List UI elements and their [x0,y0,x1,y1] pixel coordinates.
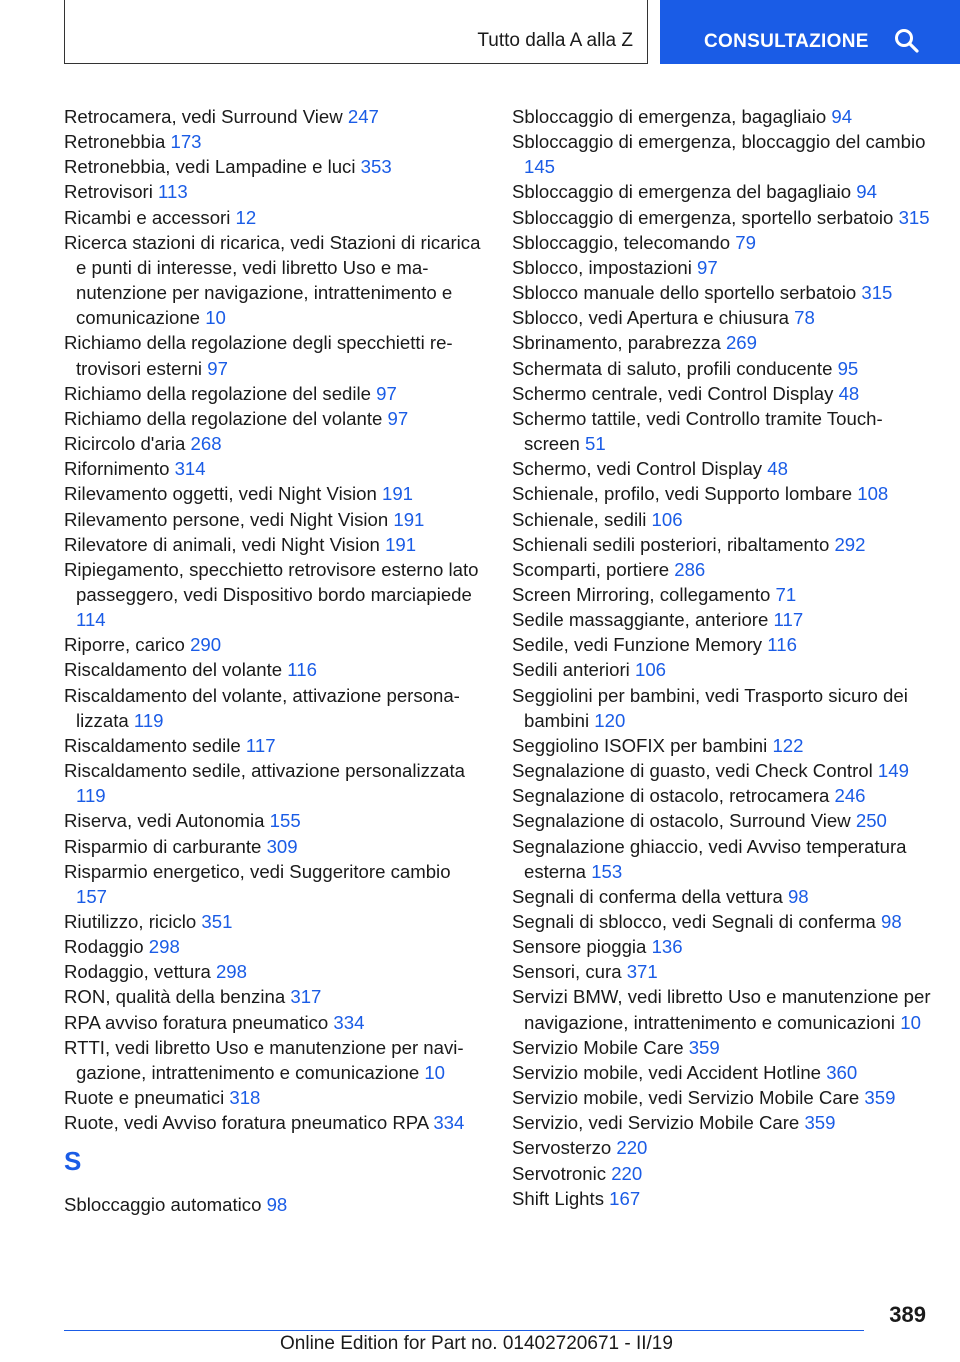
entry-text: Sbloccaggio di emergenza, bloccaggio del cambio [512,131,926,153]
page-link[interactable]: 360 [826,1061,858,1083]
page-link[interactable]: 114 [76,609,106,631]
entry-text: Riporre, carico [64,634,191,656]
index-entry [64,1085,484,1110]
entry-text: Ruote, vedi Avviso foratura pneumatico RPA [64,1112,434,1134]
page-number: 389 [889,1302,926,1327]
entry-text: RON, qualità della benzina [64,986,291,1008]
entry-text: Riscaldamento del volante, attivazione personalizzata [64,684,460,731]
page-link[interactable]: 314 [174,458,206,480]
page-link[interactable]: 173 [170,131,202,153]
page-link[interactable]: 71 [775,583,797,605]
page-link[interactable]: 119 [133,709,164,731]
index-entry [512,205,932,230]
index-entry [64,859,484,909]
index-entry [512,808,932,833]
entry-text: Shift Lights [512,1187,610,1209]
index-entry [512,884,932,909]
page-link[interactable]: 106 [651,508,683,530]
page-link[interactable]: 191 [382,483,414,505]
page-link[interactable]: 167 [609,1187,641,1209]
page-link[interactable]: 108 [857,483,889,505]
page-link[interactable]: 10 [424,1061,446,1083]
page-link[interactable]: 97 [376,382,397,404]
index-entry [512,532,932,557]
index-entry [512,733,932,758]
entry-text: Sbloccaggio di emergenza, sportello serbatoio [512,206,899,228]
index-entry [64,657,484,682]
index-entry [512,129,932,179]
entry-text: Segnalazione di ostacolo, Surround View [512,810,856,832]
edition-footer: Online Edition for Part no. 01402720671 - II/19 [280,1333,673,1354]
page-link[interactable]: 98 [787,885,809,907]
entry-text: Ricircolo d'aria [64,433,191,455]
index-entry [512,758,932,783]
page-link[interactable]: 315 [898,206,930,228]
page-link[interactable]: 250 [855,810,887,832]
page-link[interactable]: 155 [269,810,301,832]
page-link[interactable]: 191 [385,533,417,555]
page-link[interactable]: 191 [393,508,425,530]
page-link[interactable]: 98 [266,1194,288,1216]
entry-text: Ricambi e accessori [64,206,236,228]
page-link[interactable]: 351 [201,911,233,932]
index-entry [64,381,484,406]
index-entry [64,808,484,833]
entry-text: Sensori, cura [512,961,627,983]
index-entry [64,230,484,331]
page-link[interactable]: 220 [611,1162,643,1184]
section-letter: S [64,1146,82,1177]
page-link[interactable]: 334 [433,1112,465,1134]
entry-text: Schienale, profilo, vedi Supporto lombare [512,483,858,505]
index-entry [64,179,484,204]
index-entry [512,1110,932,1135]
entry-text: Rilevamento oggetti, vedi Night Vision [64,483,382,505]
index-entry [512,909,932,934]
index-entry [64,330,484,380]
index-entry [64,406,484,431]
index-entry [512,607,932,632]
index-entry [512,456,932,481]
index-entry [64,1110,484,1135]
index-entry [512,683,932,733]
page-link[interactable]: 353 [360,156,392,178]
index-entry [512,406,932,456]
entry-text: Rilevatore di animali, vedi Night Vision [64,533,386,555]
consultazione-tab[interactable] [660,0,960,64]
page-link[interactable]: 116 [767,634,797,656]
index-entry [64,205,484,230]
entry-text: RPA avviso foratura pneumatico [64,1011,334,1033]
page-link[interactable]: 94 [831,106,853,127]
entry-text: Retronebbia, vedi Lampadine e luci [64,156,361,178]
entry-text: Sensore pioggia [512,936,652,958]
entry-text: Retrocamera, vedi Surround View [64,106,348,127]
entry-text: Risparmio energetico, vedi Suggeritore cambio [64,860,451,882]
entry-text: Richiamo della regolazione del volante [64,407,388,429]
page-link[interactable]: 359 [804,1112,836,1134]
page-link[interactable]: 371 [626,961,658,983]
page-link[interactable]: 97 [207,357,228,379]
index-entry [64,481,484,506]
entry-text: Rodaggio [64,936,149,958]
index-entry [64,1192,484,1217]
page-link[interactable]: 122 [772,734,804,756]
page-link[interactable]: 12 [235,206,257,228]
index-entry [512,507,932,532]
page-link[interactable]: 317 [290,986,322,1008]
page-link[interactable]: 10 [900,1011,921,1033]
index-entry [512,632,932,657]
page-link[interactable]: 149 [877,760,909,782]
page-link[interactable]: 268 [190,433,222,455]
entry-text: Segnalazione di ostacolo, retrocamera [512,785,835,807]
entry-text: Schienale, sedili [512,508,652,530]
page-link[interactable]: 48 [838,382,860,404]
entry-text: Servizio mobile, vedi Accident Hotline [512,1061,827,1083]
page-link[interactable]: 10 [205,307,226,329]
entry-text: Ruote e pneumatici [64,1087,230,1109]
entry-text: Sbloccaggio di emergenza del bagagliaio [512,181,857,203]
entry-text: Scomparti, portiere [512,558,675,580]
entry-text: Sbloccaggio, telecomando [512,231,736,253]
entry-text: Servizio, vedi Servizio Mobile Care [512,1112,805,1134]
page-link[interactable]: 119 [76,785,106,807]
index-entry [512,1035,932,1060]
entry-text: Richiamo della regolazione del sedile [64,382,377,404]
index-list-s-continued [512,104,932,1211]
page-link[interactable]: 94 [856,181,877,203]
footer-divider [64,1330,864,1331]
index-entry [64,1035,484,1085]
entry-text: Ripiegamento, specchietto retrovisore esterno lato passeggero, vedi Dispositivo bordo marciapiede [64,558,479,605]
index-entry [512,255,932,280]
index-entry [64,129,484,154]
entry-text: Retrovisori [64,181,159,203]
page-link[interactable]: 359 [864,1087,896,1109]
index-entry [512,1085,932,1110]
page-link[interactable]: 298 [215,961,247,983]
page-link[interactable]: 95 [837,357,859,379]
entry-text: Segnali di conferma della vettura [512,885,788,907]
entry-text: Riutilizzo, riciclo [64,911,202,932]
index-entry [512,481,932,506]
index-entry [512,104,932,129]
page-link[interactable]: 318 [229,1087,261,1109]
index-entry [512,657,932,682]
entry-text: Servizio Mobile Care [512,1036,689,1058]
index-entry [512,1161,932,1186]
section-title: Tutto dalla A alla Z [477,30,633,51]
entry-text: Schermo, vedi Control Display [512,458,768,480]
entry-text: Segnali di sblocco, vedi Segnali di conferma [512,911,881,932]
entry-text: Servotronic [512,1162,612,1184]
entry-text: Sblocco, vedi Apertura e chiusura [512,307,795,329]
index-entry [512,356,932,381]
entry-text: Retronebbia [64,131,171,153]
entry-text: Servosterzo [512,1137,617,1159]
page-link[interactable]: 98 [881,911,902,932]
page-link[interactable]: 315 [861,282,893,304]
page-link[interactable]: 117 [773,609,804,631]
entry-text: Schienali sedili posteriori, ribaltamento [512,533,835,555]
index-column-right [512,104,932,1211]
entry-text: Riscaldamento sedile [64,734,246,756]
entry-text: Seggiolini per bambini, vedi Trasporto sicuro dei bambini [512,684,908,731]
index-entry [64,758,484,808]
page-link[interactable]: 97 [697,256,718,278]
index-list-s [64,1192,484,1217]
index-entry [64,104,484,129]
entry-text: Sblocco manuale dello sportello serbatoio [512,282,862,304]
page-link[interactable]: 292 [834,533,866,555]
index-entry [512,179,932,204]
index-entry [512,984,932,1034]
index-entry [512,582,932,607]
entry-text: Servizio mobile, vedi Servizio Mobile Care [512,1087,865,1109]
page-link[interactable]: 97 [387,407,409,429]
index-entry [64,507,484,532]
search-icon[interactable] [894,28,920,54]
entry-text: Schermo centrale, vedi Control Display [512,382,839,404]
page-link[interactable]: 298 [148,936,180,958]
index-entry [512,834,932,884]
page-link[interactable]: 106 [634,659,667,681]
index-entry [512,783,932,808]
page-link[interactable]: 145 [524,156,556,178]
index-entry [64,934,484,959]
entry-text: Sbloccaggio automatico [64,1194,267,1216]
index-list-r [64,104,484,1135]
index-entry [512,1060,932,1085]
page-link[interactable]: 78 [794,307,815,329]
page-link[interactable]: 113 [158,181,188,203]
index-entry [64,959,484,984]
index-entry [512,1186,932,1211]
index-entry [64,154,484,179]
entry-text: Segnalazione di guasto, vedi Check Control [512,760,878,782]
entry-text: Sbloccaggio di emergenza, bagagliaio [512,106,832,127]
entry-text: Seggiolino ISOFIX per bambini [512,734,773,756]
entry-text: Richiamo della regolazione degli specchietti retrovisori esterni [64,332,453,379]
entry-text: Sedile, vedi Funzione Memory [512,634,768,656]
page-link[interactable]: 116 [287,659,317,681]
index-entry [64,683,484,733]
entry-text: Sedile massaggiante, anteriore [512,609,774,631]
page-link[interactable]: 286 [674,558,706,580]
page-link[interactable]: 220 [616,1137,648,1159]
index-entry [512,381,932,406]
entry-text: Segnalazione ghiaccio, vedi Avviso temperatura esterna [512,835,907,882]
page-link[interactable]: 153 [591,860,623,882]
index-entry [64,834,484,859]
entry-text: Sbrinamento, parabrezza [512,332,726,354]
index-entry [512,934,932,959]
index-entry [512,1135,932,1160]
page-link[interactable]: 247 [347,106,379,127]
page-link[interactable]: 334 [333,1011,365,1033]
index-entry [64,733,484,758]
entry-text: Servizi BMW, vedi libretto Uso e manutenzione per navigazione, intrattenimento e comunicazioni [512,986,931,1033]
index-entry [64,557,484,632]
index-entry [64,984,484,1009]
page-link[interactable]: 136 [651,936,683,958]
index-entry [512,230,932,255]
index-entry [64,1010,484,1035]
index-entry [512,305,932,330]
page-link[interactable]: 79 [735,231,756,253]
index-entry [64,431,484,456]
page-link[interactable]: 359 [688,1036,720,1058]
tab-label: CONSULTAZIONE [704,31,869,52]
index-entry [512,959,932,984]
index-column-left [64,104,484,1218]
page-link[interactable]: 117 [245,734,276,756]
index-entry [64,909,484,934]
entry-text: Riscaldamento del volante [64,659,288,681]
index-entry [64,632,484,657]
page-link[interactable]: 269 [725,332,757,354]
entry-text: Ricerca stazioni di ricarica, vedi Stazioni di ricarica e punti di interesse, vedi libretto Uso e manutenzione per navigazione, intrattenimento e comunicazione [64,231,481,329]
entry-text: Rodaggio, vettura [64,961,216,983]
page-link[interactable]: 51 [584,433,606,455]
page-link[interactable]: 290 [190,634,222,656]
page-link[interactable]: 309 [266,835,298,857]
entry-text: Rifornimento [64,458,175,480]
entry-text: Sblocco, impostazioni [512,256,697,278]
entry-text: Riscaldamento sedile, attivazione personalizzata [64,760,466,782]
index-entry [512,280,932,305]
entry-text: Riserva, vedi Autonomia [64,810,270,832]
index-entry [64,532,484,557]
header-section-box [64,0,648,64]
index-entry [512,330,932,355]
entry-text: Rilevamento persone, vedi Night Vision [64,508,394,530]
index-entry [512,557,932,582]
page-link[interactable]: 246 [834,785,866,807]
page-link[interactable]: 48 [767,458,788,480]
entry-text: Sedili anteriori [512,659,635,681]
entry-text: Screen Mirroring, collegamento [512,583,776,605]
entry-text: Schermata di saluto, profili conducente [512,357,838,379]
page-link[interactable]: 157 [76,885,108,907]
entry-text: RTTI, vedi libretto Uso e manutenzione per navigazione, intrattenimento e comunicazione [64,1036,464,1083]
entry-text: Risparmio di carburante [64,835,267,857]
entry-text: Schermo tattile, vedi Controllo tramite Touchscreen [512,407,883,455]
page-link[interactable]: 120 [594,709,626,731]
index-entry [64,456,484,481]
